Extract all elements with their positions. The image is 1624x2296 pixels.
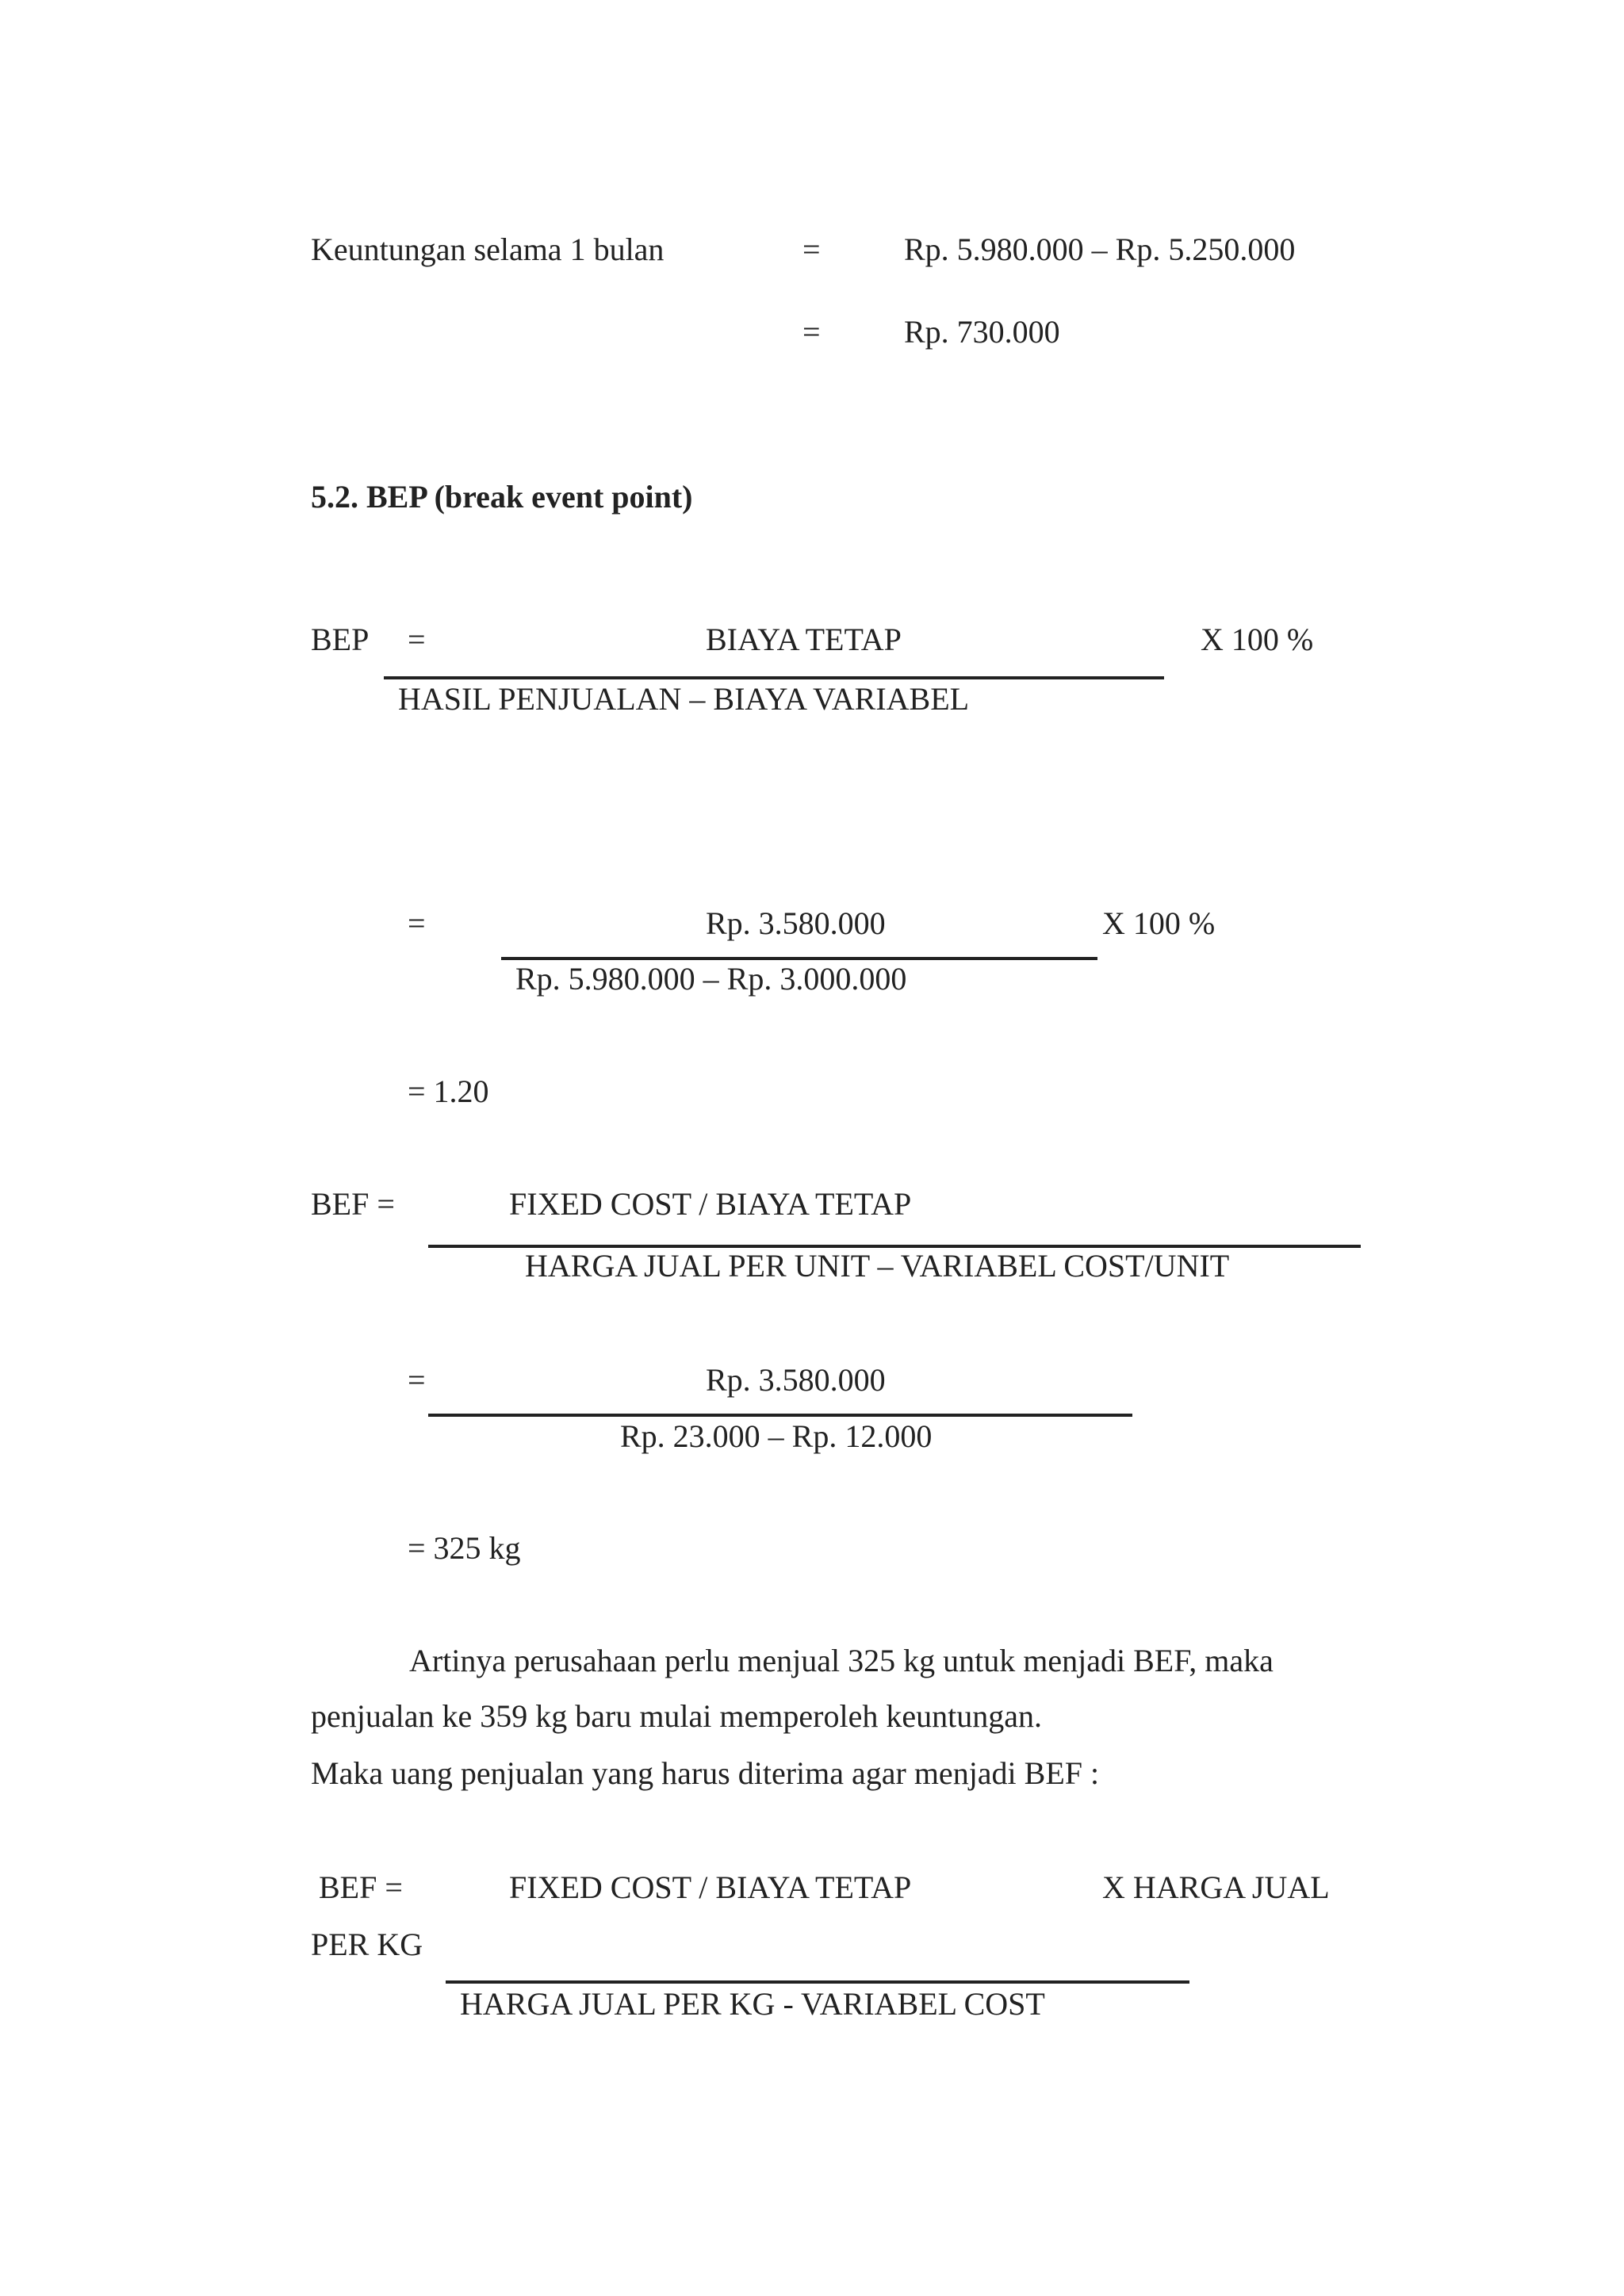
paragraph-line-2: penjualan ke 359 kg baru mulai memperoleh keuntungan. bbox=[311, 1698, 1042, 1734]
paragraph-line-3: Maka uang penjualan yang harus diterima agar menjadi BEF : bbox=[311, 1755, 1100, 1791]
bef-calc-equals: = bbox=[408, 1362, 426, 1398]
bep-calc-denominator: Rp. 5.980.000 – Rp. 3.000.000 bbox=[515, 961, 907, 997]
bef-money-wrap: PER KG bbox=[311, 1927, 423, 1962]
bep-calc-multiplier: X 100 % bbox=[1102, 905, 1216, 941]
bef-calc-denominator: Rp. 23.000 – Rp. 12.000 bbox=[620, 1418, 933, 1454]
bep-calc-equals: = bbox=[408, 905, 426, 941]
bep-calc-result: = 1.20 bbox=[408, 1073, 489, 1109]
profit-equals-2: = bbox=[802, 314, 821, 350]
bep-multiplier: X 100 % bbox=[1201, 622, 1314, 657]
bef-money-fraction-bar bbox=[446, 1980, 1189, 1984]
bep-fraction-bar bbox=[384, 676, 1164, 679]
bef-label: BEF = bbox=[311, 1186, 395, 1222]
profit-label: Keuntungan selama 1 bulan bbox=[311, 232, 665, 267]
bef-money-multiplier: X HARGA JUAL bbox=[1102, 1869, 1330, 1905]
bep-equals: = bbox=[408, 622, 426, 657]
paragraph-line-1: Artinya perusahaan perlu menjual 325 kg untuk menjadi BEF, maka bbox=[409, 1643, 1274, 1678]
profit-expression: Rp. 5.980.000 – Rp. 5.250.000 bbox=[904, 232, 1296, 267]
bef-calc-result: = 325 kg bbox=[408, 1530, 521, 1566]
bef-money-numerator: FIXED COST / BIAYA TETAP bbox=[509, 1869, 912, 1905]
bef-numerator: FIXED COST / BIAYA TETAP bbox=[509, 1186, 912, 1222]
bep-calc-numerator: Rp. 3.580.000 bbox=[706, 905, 886, 941]
bef-calc-fraction-bar bbox=[428, 1414, 1132, 1417]
bef-calc-numerator: Rp. 3.580.000 bbox=[706, 1362, 886, 1398]
section-heading: 5.2. BEP (break event point) bbox=[311, 479, 693, 515]
bef-money-denominator: HARGA JUAL PER KG - VARIABEL COST bbox=[460, 1986, 1045, 2022]
profit-result: Rp. 730.000 bbox=[904, 314, 1060, 350]
bep-label: BEP bbox=[311, 622, 370, 657]
bef-denominator: HARGA JUAL PER UNIT – VARIABEL COST/UNIT bbox=[525, 1248, 1230, 1284]
bep-denominator: HASIL PENJUALAN – BIAYA VARIABEL bbox=[398, 681, 970, 717]
bef-money-label: BEF = bbox=[319, 1869, 403, 1905]
bep-numerator: BIAYA TETAP bbox=[706, 622, 902, 657]
profit-equals-1: = bbox=[802, 232, 821, 267]
